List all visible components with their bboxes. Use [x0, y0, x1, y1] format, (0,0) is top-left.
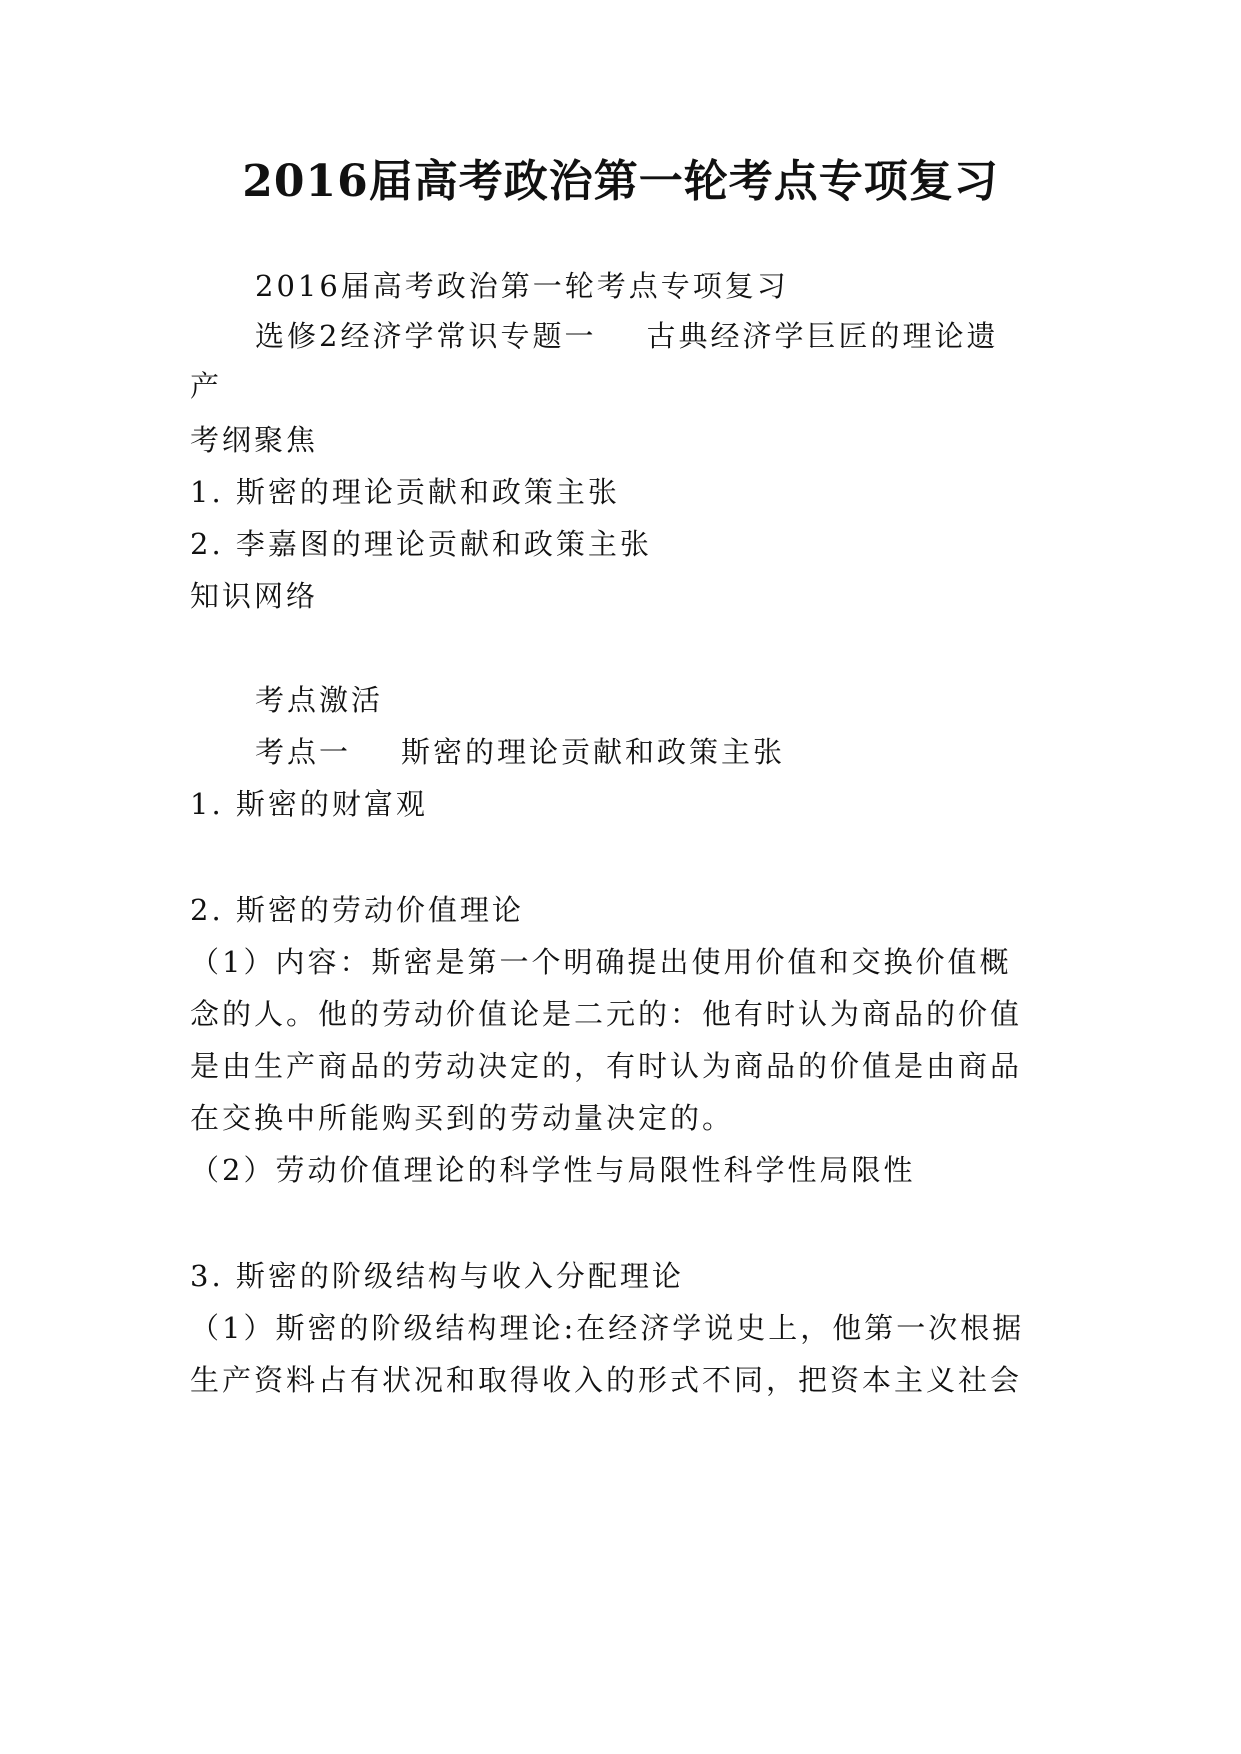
topic-line — [255, 316, 998, 356]
paragraph-line: （1）内容：斯密是第一个明确提出使用价值和交换价值概 — [190, 945, 1012, 979]
paragraph-line: 在交换中所能购买到的劳动量决定的。 — [190, 1101, 735, 1135]
topic-course: 选修2经济学常识专题一 — [255, 319, 597, 353]
paragraph-line: 念的人。他的劳动价值论是二元的：他有时认为商品的价值 — [190, 997, 1023, 1031]
topic-line-continued: 产 — [190, 369, 223, 403]
focus-item: 2. 李嘉图的理论贡献和政策主张 — [190, 527, 652, 561]
point-one-label: 考点一 — [255, 735, 352, 769]
activation-heading: 考点激活 — [255, 683, 384, 717]
document-title: 2016届高考政治第一轮考点专项复习 — [242, 156, 999, 207]
section-heading: 3. 斯密的阶级结构与收入分配理论 — [190, 1259, 684, 1293]
topic-title: 古典经济学巨匠的理论遗 — [646, 319, 999, 353]
paragraph-line: 生产资料占有状况和取得收入的形式不同，把资本主义社会 — [190, 1363, 1023, 1397]
paragraph-line: （2）劳动价值理论的科学性与局限性科学性局限性 — [190, 1153, 916, 1187]
exam-focus-heading: 考纲聚焦 — [190, 423, 319, 457]
knowledge-network-heading: 知识网络 — [190, 579, 319, 613]
focus-item: 1. 斯密的理论贡献和政策主张 — [190, 475, 620, 509]
section-heading: 2. 斯密的劳动价值理论 — [190, 893, 524, 927]
paragraph-line: 是由生产商品的劳动决定的，有时认为商品的价值是由商品 — [190, 1049, 1023, 1083]
point-one-title: 斯密的理论贡献和政策主张 — [401, 735, 786, 769]
paragraph-line: （1）斯密的阶级结构理论:在经济学说史上，他第一次根据 — [190, 1311, 1025, 1345]
point-one-heading — [255, 732, 785, 772]
subtitle: 2016届高考政治第一轮考点专项复习 — [255, 269, 789, 303]
section-heading: 1. 斯密的财富观 — [190, 787, 428, 821]
